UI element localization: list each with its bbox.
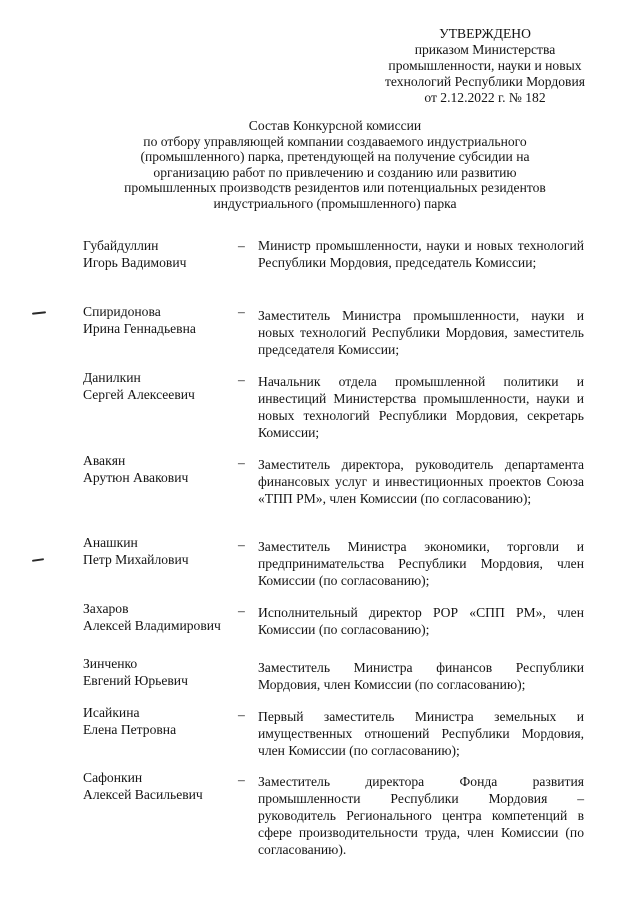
approval-heading: УТВЕРЖДЕНО xyxy=(439,26,531,41)
member-given-name: Елена Петровна xyxy=(83,722,177,737)
member-dash: – xyxy=(238,372,245,387)
member-surname: Исайкина xyxy=(83,705,140,720)
member-role: Первый заместитель Министра земельных и имущественных отношений Республики Мордовия, член Комиссии (по согласованию); xyxy=(258,709,584,758)
member-role: Заместитель директора, руководитель департамента финансовых услуг и инвестиционных проектов Союза «ТПП РМ», член Комиссии (по согласованию); xyxy=(258,457,584,506)
member-role: Заместитель Министра промышленности, науки и новых технологий Республики Мордовия, заместитель председателя Комиссии; xyxy=(258,308,584,357)
member-role: Заместитель Министра финансов Республики Мордовия, член Комиссии (по согласованию); xyxy=(258,660,584,692)
title-line: Состав Конкурсной комиссии xyxy=(248,118,422,133)
approval-date: от 2.12.2022 г. № 182 xyxy=(424,90,546,105)
member-surname: Сафонкин xyxy=(83,770,143,785)
member-name xyxy=(83,369,243,403)
member-given-name: Игорь Вадимович xyxy=(83,255,187,270)
member-name xyxy=(83,769,243,803)
member-role: Исполнительный директор РОР «СПП РМ», член Комиссии (по согласованию); xyxy=(258,605,584,637)
title-line: индустриального (промышленного) парка xyxy=(213,195,457,211)
member-surname: Захаров xyxy=(83,601,129,616)
margin-tick-mark xyxy=(32,311,46,314)
member-dash: – xyxy=(238,238,245,253)
margin-tick-mark xyxy=(32,558,44,562)
member-role: Министр промышленности, науки и новых технологий Республики Мордовия, председатель Комиссии; xyxy=(258,238,584,270)
member-dash: – xyxy=(238,772,245,787)
approval-stamp xyxy=(360,26,610,106)
member-surname: Анашкин xyxy=(83,535,138,550)
member-name xyxy=(83,704,243,738)
member-given-name: Алексей Владимирович xyxy=(83,618,221,633)
member-dash: – xyxy=(238,707,245,722)
member-given-name: Евгений Юрьевич xyxy=(83,673,188,688)
member-name xyxy=(83,655,243,689)
member-dash: – xyxy=(238,304,245,319)
member-given-name: Ирина Геннадьевна xyxy=(83,321,196,336)
member-given-name: Арутюн Авакович xyxy=(83,470,189,485)
member-dash: – xyxy=(238,603,245,618)
member-role: Заместитель Министра экономики, торговли и предпринимательства Республики Мордовия, член Комиссии (по согласованию); xyxy=(258,539,584,588)
member-given-name: Петр Михайлович xyxy=(83,552,189,567)
approval-line: технологий Республики Мордовия xyxy=(384,74,585,89)
member-name xyxy=(83,452,243,486)
member-role: Заместитель директора Фонда развития промышленности Республики Мордовия – руководитель Регионального центра компетенций в сфере производительности труда, член Комиссии (по согласованию). xyxy=(258,774,584,857)
member-surname: Авакян xyxy=(83,453,126,468)
approval-line: приказом Министерства xyxy=(414,42,556,57)
title-line: по отбору управляющей компании создаваемого индустриального xyxy=(143,133,527,149)
member-given-name: Сергей Алексеевич xyxy=(83,387,195,402)
member-name xyxy=(83,534,243,568)
member-name xyxy=(83,303,243,337)
member-name xyxy=(83,600,243,634)
title-line: организацию работ по привлечению и созданию или развитию xyxy=(153,164,517,180)
title-line: (промышленного) парка, претендующей на получение субсидии на xyxy=(140,149,530,164)
member-given-name: Алексей Васильевич xyxy=(83,787,203,802)
member-role: Начальник отдела промышленной политики и инвестиций Министерства промышленности, науки и новых технологий Республики Мордовия, секретарь Комиссии; xyxy=(258,374,584,440)
member-surname: Губайдуллин xyxy=(83,238,159,253)
member-dash: – xyxy=(238,455,245,470)
member-surname: Данилкин xyxy=(83,370,141,385)
member-surname: Зинченко xyxy=(83,656,138,671)
approval-line: промышленности, науки и новых xyxy=(388,58,582,73)
member-dash: – xyxy=(238,537,245,552)
member-surname: Спиридонова xyxy=(83,304,161,319)
document-title xyxy=(90,118,580,211)
title-line: промышленных производств резидентов или потенциальных резидентов xyxy=(124,180,546,195)
member-name xyxy=(83,237,243,271)
